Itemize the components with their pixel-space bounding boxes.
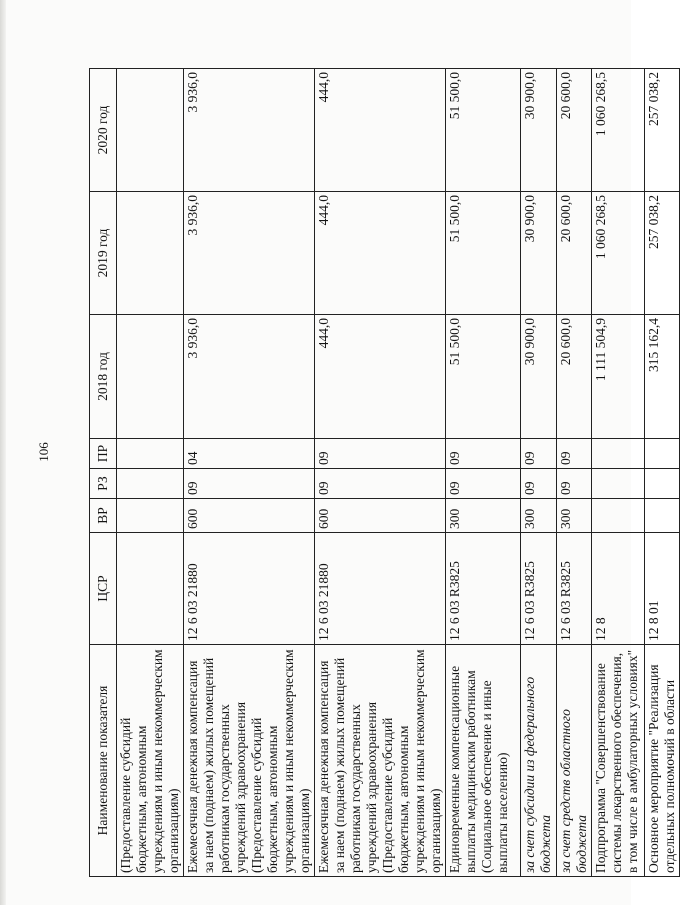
row-2020 — [117, 69, 184, 192]
row-2018: 51 500,0 — [446, 315, 521, 439]
header-2020: 2020 год — [90, 69, 117, 192]
row-2019: 1 060 268,5 — [592, 192, 645, 315]
row-2019: 51 500,0 — [446, 192, 521, 315]
row-vr — [592, 499, 645, 533]
header-2018: 2018 год — [90, 315, 117, 439]
row-2020: 30 900,0 — [521, 69, 557, 192]
row-2018: 315 162,4 — [645, 315, 680, 439]
row-2020: 257 038,2 — [645, 69, 680, 192]
row-name: Подпрограмма "Совершенствование системы лекарственного обеспечения, в том числе в амбулаторных условиях" — [592, 645, 645, 877]
row-rz: 09 — [315, 469, 446, 499]
row-pr — [645, 439, 680, 469]
row-2020: 51 500,0 — [446, 69, 521, 192]
row-vr: 300 — [557, 499, 592, 533]
header-vr: ВР — [90, 499, 117, 533]
row-csr: 12 6 03 R3825 — [446, 533, 521, 645]
row-2020: 1 060 268,5 — [592, 69, 645, 192]
scan-edge — [0, 0, 6, 905]
row-2019: 3 936,0 — [184, 192, 315, 315]
row-vr: 600 — [315, 499, 446, 533]
row-rz: 09 — [521, 469, 557, 499]
row-rz — [645, 469, 680, 499]
row-2018: 30 900,0 — [521, 315, 557, 439]
row-2020: 20 600,0 — [557, 69, 592, 192]
row-pr: 09 — [315, 439, 446, 469]
row-2019: 30 900,0 — [521, 192, 557, 315]
row-name: Основное мероприятие "Реализация отдельных полномочий в области — [645, 645, 680, 877]
header-name: Наименование показателя — [90, 645, 117, 877]
row-2018: 3 936,0 — [184, 315, 315, 439]
row-pr: 09 — [446, 439, 521, 469]
row-pr: 09 — [557, 439, 592, 469]
row-2020: 3 936,0 — [184, 69, 315, 192]
row-csr: 12 6 03 21880 — [184, 533, 315, 645]
row-2018: 444,0 — [315, 315, 446, 439]
table-row — [645, 69, 680, 877]
row-2018: 20 600,0 — [557, 315, 592, 439]
table-row — [315, 69, 446, 877]
row-rz — [117, 469, 184, 499]
table-row — [446, 69, 521, 877]
row-2019: 444,0 — [315, 192, 446, 315]
budget-table — [89, 68, 680, 877]
header-csr: ЦСР — [90, 533, 117, 645]
page-number: 106 — [36, 442, 51, 462]
row-rz: 09 — [557, 469, 592, 499]
row-pr — [117, 439, 184, 469]
row-name: за счет субсидии из федерального бюджета — [521, 645, 557, 877]
header-2019: 2019 год — [90, 192, 117, 315]
row-name: Ежемесячная денежная компенсация за наем (поднаем) жилых помещений работникам государственных учреждений здравоохранения (Предоставление субсидий бюджетным, автономным учреждениям и иным некоммерческим организациям) — [184, 645, 315, 877]
budget-table-wrapper — [89, 69, 677, 877]
row-rz — [592, 469, 645, 499]
row-2018 — [117, 315, 184, 439]
row-name: за счет средств областного бюджета — [557, 645, 592, 877]
row-vr: 300 — [446, 499, 521, 533]
row-csr — [117, 533, 184, 645]
row-name: Единовременные компенсационные выплаты медицинским работникам (Социальное обеспечение и иные выплаты населению) — [446, 645, 521, 877]
row-csr: 12 6 03 R3825 — [557, 533, 592, 645]
row-2018: 1 111 504,9 — [592, 315, 645, 439]
row-csr: 12 8 01 — [645, 533, 680, 645]
header-rz: РЗ — [90, 469, 117, 499]
table-header-row — [90, 69, 117, 877]
row-csr: 12 6 03 R3825 — [521, 533, 557, 645]
row-rz: 09 — [446, 469, 521, 499]
row-2019 — [117, 192, 184, 315]
table-row — [592, 69, 645, 877]
row-csr: 12 8 — [592, 533, 645, 645]
table-row — [117, 69, 184, 877]
row-csr: 12 6 03 21880 — [315, 533, 446, 645]
header-pr: ПР — [90, 439, 117, 469]
row-vr: 600 — [184, 499, 315, 533]
table-row — [557, 69, 592, 877]
row-pr — [592, 439, 645, 469]
row-2020: 444,0 — [315, 69, 446, 192]
row-name: (Предоставление субсидий бюджетным, автономным учреждениям и иным некоммерческим организациям) — [117, 645, 184, 877]
row-2019: 20 600,0 — [557, 192, 592, 315]
row-pr: 04 — [184, 439, 315, 469]
row-2019: 257 038,2 — [645, 192, 680, 315]
row-pr: 09 — [521, 439, 557, 469]
row-vr — [117, 499, 184, 533]
row-name: Ежемесячная денежная компенсация за наем (поднаем) жилых помещений работникам государственных учреждений здравоохранения (Предоставление субсидий бюджетным, автономным учреждениям и иным некоммерческим организациям) — [315, 645, 446, 877]
row-vr: 300 — [521, 499, 557, 533]
table-row — [184, 69, 315, 877]
row-vr — [645, 499, 680, 533]
row-rz: 09 — [184, 469, 315, 499]
table-row — [521, 69, 557, 877]
